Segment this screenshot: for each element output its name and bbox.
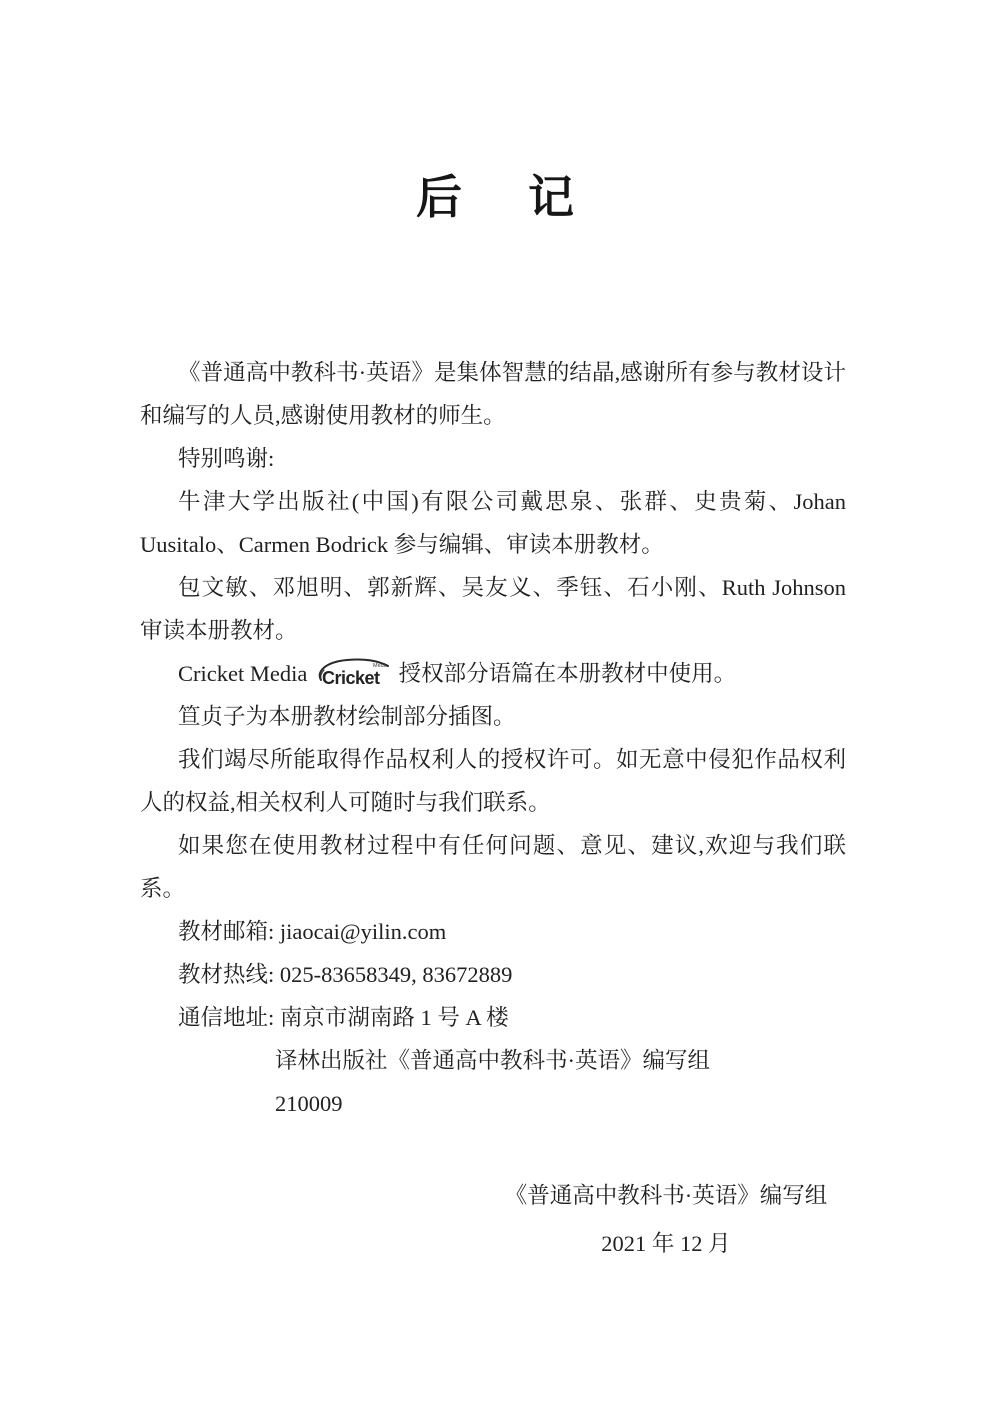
email-value: jiaocai@yilin.com [279, 919, 447, 944]
cricket-subtext: Media [372, 663, 388, 669]
special-thanks-heading: 特别鸣谢: [178, 446, 275, 471]
address-label: 通信地址: [178, 1005, 275, 1030]
signature-group: 《普通高中教科书·英语》编写组 [504, 1183, 828, 1208]
contact-address-line [140, 996, 846, 1039]
feedback-invitation-paragraph: 如果您在使用教材过程中有任何问题、意见、建议,欢迎与我们联系。 [140, 833, 846, 901]
postal-code-line: 210009 [275, 1091, 343, 1116]
intro-paragraph: 《普通高中教科书·英语》是集体智慧的结晶,感谢所有参与教材设计和编写的人员,感谢使用教材的师生。 [140, 360, 846, 428]
contact-email-line [140, 910, 846, 953]
hotline-value: 025-83658349, 83672889 [279, 962, 513, 987]
cricket-credit-suffix: 授权部分语篇在本册教材中使用。 [398, 661, 737, 686]
email-label: 教材邮箱: [178, 919, 275, 944]
hotline-label: 教材热线: [178, 962, 275, 987]
cricket-credit-paragraph [140, 652, 846, 695]
address-value: 南京市湖南路 1 号 A 楼 [279, 1005, 509, 1030]
signature-block [486, 1172, 846, 1268]
afterword-body [140, 351, 846, 1125]
contact-hotline-line [140, 953, 846, 996]
oup-credit-paragraph: 牛津大学出版社(中国)有限公司戴思泉、张群、史贵菊、Johan Uusitalo、Carmen Bodrick 参与编辑、审读本册教材。 [140, 489, 846, 557]
cricket-media-logo [315, 656, 391, 690]
illustrator-credit-paragraph: 笪贞子为本册教材绘制部分插图。 [178, 704, 516, 729]
reviewers-credit-paragraph: 包文敏、邓旭明、郭新辉、吴友义、季钰、石小刚、Ruth Johnson 审读本册教材。 [140, 575, 846, 643]
rights-notice-paragraph: 我们竭尽所能取得作品权利人的授权许可。如无意中侵犯作品权利人的权益,相关权利人可随时与我们联系。 [140, 747, 846, 815]
address-publisher-line: 译林出版社《普通高中教科书·英语》编写组 [275, 1048, 710, 1073]
signature-date: 2021 年 12 月 [601, 1231, 731, 1256]
cricket-wordmark: Cricket [321, 668, 380, 688]
page-title: 后 记 [416, 172, 584, 223]
cricket-credit-prefix: Cricket Media [178, 661, 308, 686]
